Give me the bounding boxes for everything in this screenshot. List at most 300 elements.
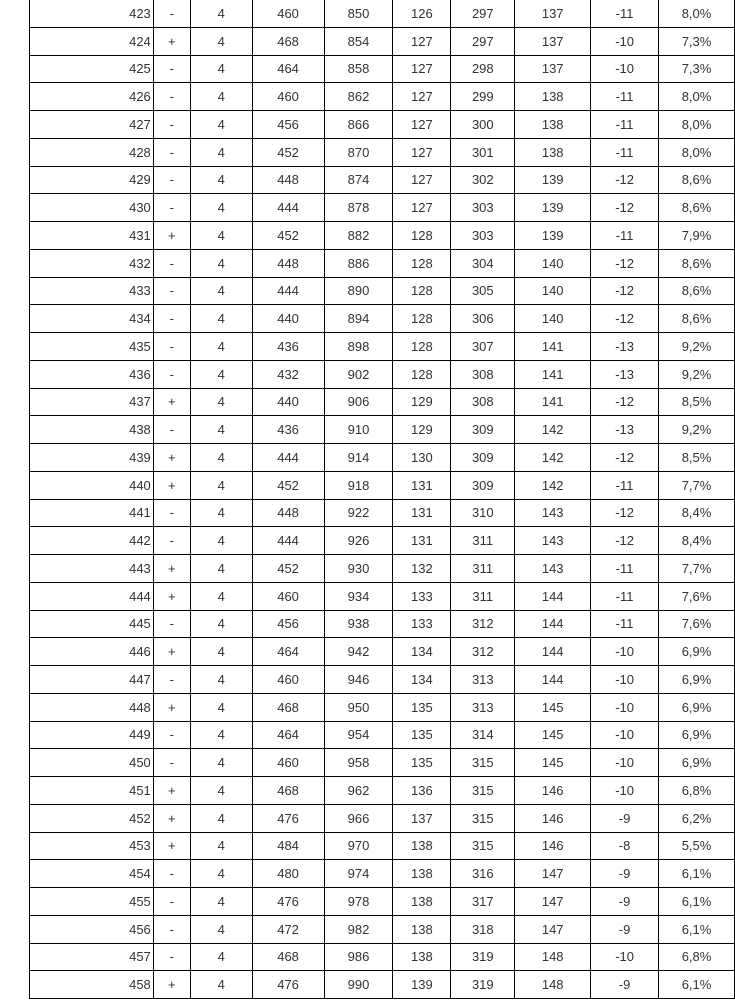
col5-cell: 930 [324, 555, 393, 583]
table-row [30, 222, 735, 250]
col7-cell: 299 [451, 83, 515, 111]
col6-cell: 131 [393, 471, 451, 499]
percent-cell: 6,9% [659, 638, 735, 666]
sign-cell: + [153, 832, 190, 860]
row-number-cell: 453 [30, 832, 154, 860]
sign-cell: + [153, 222, 190, 250]
row-number-cell: 449 [30, 721, 154, 749]
col3-cell: 4 [190, 749, 252, 777]
col7-cell: 297 [451, 27, 515, 55]
row-number-cell: 433 [30, 277, 154, 305]
sign-cell: - [153, 860, 190, 888]
row-number-cell: 455 [30, 888, 154, 916]
col7-cell: 304 [451, 249, 515, 277]
row-number-cell: 451 [30, 777, 154, 805]
col8-cell: 142 [515, 444, 591, 472]
col3-cell: 4 [190, 832, 252, 860]
table-row [30, 804, 735, 832]
col8-cell: 147 [515, 860, 591, 888]
col7-cell: 319 [451, 971, 515, 999]
row-number-cell: 458 [30, 971, 154, 999]
percent-cell: 6,9% [659, 693, 735, 721]
row-number-cell: 447 [30, 666, 154, 694]
col4-cell: 468 [252, 943, 324, 971]
col4-cell: 464 [252, 55, 324, 83]
table-row [30, 55, 735, 83]
percent-cell: 8,6% [659, 305, 735, 333]
table-body [30, 0, 735, 999]
percent-cell: 8,0% [659, 138, 735, 166]
col4-cell: 480 [252, 860, 324, 888]
col3-cell: 4 [190, 888, 252, 916]
col4-cell: 476 [252, 971, 324, 999]
col6-cell: 128 [393, 360, 451, 388]
table-row [30, 555, 735, 583]
col8-cell: 148 [515, 943, 591, 971]
sign-cell: + [153, 388, 190, 416]
col7-cell: 317 [451, 888, 515, 916]
col6-cell: 135 [393, 749, 451, 777]
col6-cell: 127 [393, 55, 451, 83]
col5-cell: 958 [324, 749, 393, 777]
percent-cell: 6,1% [659, 860, 735, 888]
col8-cell: 145 [515, 749, 591, 777]
col3-cell: 4 [190, 555, 252, 583]
col7-cell: 297 [451, 0, 515, 27]
col4-cell: 484 [252, 832, 324, 860]
col6-cell: 136 [393, 777, 451, 805]
col8-cell: 139 [515, 166, 591, 194]
col4-cell: 456 [252, 111, 324, 139]
col5-cell: 950 [324, 693, 393, 721]
col4-cell: 448 [252, 166, 324, 194]
col8-cell: 141 [515, 333, 591, 361]
percent-cell: 9,2% [659, 333, 735, 361]
sign-cell: + [153, 693, 190, 721]
col3-cell: 4 [190, 804, 252, 832]
col6-cell: 127 [393, 194, 451, 222]
col4-cell: 452 [252, 138, 324, 166]
percent-cell: 8,0% [659, 0, 735, 27]
col7-cell: 308 [451, 388, 515, 416]
table-row [30, 111, 735, 139]
col5-cell: 878 [324, 194, 393, 222]
col7-cell: 313 [451, 666, 515, 694]
sign-cell: + [153, 471, 190, 499]
col9-cell: -11 [591, 555, 659, 583]
percent-cell: 6,2% [659, 804, 735, 832]
percent-cell: 9,2% [659, 360, 735, 388]
col8-cell: 147 [515, 915, 591, 943]
col3-cell: 4 [190, 166, 252, 194]
col3-cell: 4 [190, 971, 252, 999]
percent-cell: 7,6% [659, 582, 735, 610]
sign-cell: - [153, 83, 190, 111]
col6-cell: 127 [393, 138, 451, 166]
col3-cell: 4 [190, 138, 252, 166]
col3-cell: 4 [190, 277, 252, 305]
sign-cell: - [153, 915, 190, 943]
col3-cell: 4 [190, 915, 252, 943]
col6-cell: 139 [393, 971, 451, 999]
col7-cell: 312 [451, 610, 515, 638]
sign-cell: + [153, 27, 190, 55]
percent-cell: 6,9% [659, 749, 735, 777]
col8-cell: 139 [515, 194, 591, 222]
col5-cell: 966 [324, 804, 393, 832]
col8-cell: 146 [515, 804, 591, 832]
col6-cell: 138 [393, 888, 451, 916]
table-row [30, 610, 735, 638]
sign-cell: - [153, 249, 190, 277]
col3-cell: 4 [190, 249, 252, 277]
col7-cell: 307 [451, 333, 515, 361]
percent-cell: 7,9% [659, 222, 735, 250]
col6-cell: 131 [393, 499, 451, 527]
col7-cell: 319 [451, 943, 515, 971]
col5-cell: 894 [324, 305, 393, 333]
row-number-cell: 426 [30, 83, 154, 111]
col4-cell: 464 [252, 721, 324, 749]
sign-cell: - [153, 277, 190, 305]
col5-cell: 978 [324, 888, 393, 916]
col3-cell: 4 [190, 638, 252, 666]
col6-cell: 126 [393, 0, 451, 27]
col3-cell: 4 [190, 693, 252, 721]
col9-cell: -10 [591, 638, 659, 666]
col5-cell: 906 [324, 388, 393, 416]
col6-cell: 138 [393, 915, 451, 943]
col8-cell: 145 [515, 693, 591, 721]
row-number-cell: 435 [30, 333, 154, 361]
col6-cell: 137 [393, 804, 451, 832]
col9-cell: -11 [591, 610, 659, 638]
col3-cell: 4 [190, 416, 252, 444]
col6-cell: 128 [393, 222, 451, 250]
col9-cell: -10 [591, 721, 659, 749]
col9-cell: -12 [591, 249, 659, 277]
col7-cell: 311 [451, 582, 515, 610]
col5-cell: 962 [324, 777, 393, 805]
col4-cell: 440 [252, 388, 324, 416]
col6-cell: 138 [393, 832, 451, 860]
col8-cell: 138 [515, 138, 591, 166]
table-row [30, 444, 735, 472]
data-table [29, 0, 735, 999]
sign-cell: - [153, 943, 190, 971]
sign-cell: + [153, 777, 190, 805]
col9-cell: -11 [591, 222, 659, 250]
sign-cell: - [153, 166, 190, 194]
table-row [30, 860, 735, 888]
col4-cell: 440 [252, 305, 324, 333]
col4-cell: 456 [252, 610, 324, 638]
percent-cell: 8,6% [659, 277, 735, 305]
col7-cell: 316 [451, 860, 515, 888]
col7-cell: 315 [451, 777, 515, 805]
table-row [30, 915, 735, 943]
row-number-cell: 423 [30, 0, 154, 27]
col5-cell: 934 [324, 582, 393, 610]
row-number-cell: 431 [30, 222, 154, 250]
col5-cell: 922 [324, 499, 393, 527]
col7-cell: 311 [451, 555, 515, 583]
col9-cell: -13 [591, 360, 659, 388]
col5-cell: 874 [324, 166, 393, 194]
col5-cell: 910 [324, 416, 393, 444]
table-row [30, 888, 735, 916]
sign-cell: - [153, 360, 190, 388]
col6-cell: 134 [393, 666, 451, 694]
sign-cell: - [153, 416, 190, 444]
table-row [30, 527, 735, 555]
col8-cell: 148 [515, 971, 591, 999]
col5-cell: 986 [324, 943, 393, 971]
col3-cell: 4 [190, 444, 252, 472]
col5-cell: 870 [324, 138, 393, 166]
col4-cell: 452 [252, 555, 324, 583]
col6-cell: 131 [393, 527, 451, 555]
col8-cell: 137 [515, 0, 591, 27]
col9-cell: -10 [591, 666, 659, 694]
row-number-cell: 438 [30, 416, 154, 444]
col9-cell: -11 [591, 582, 659, 610]
col5-cell: 914 [324, 444, 393, 472]
col8-cell: 141 [515, 360, 591, 388]
col7-cell: 315 [451, 804, 515, 832]
col4-cell: 432 [252, 360, 324, 388]
percent-cell: 7,6% [659, 610, 735, 638]
col5-cell: 926 [324, 527, 393, 555]
col6-cell: 132 [393, 555, 451, 583]
col5-cell: 942 [324, 638, 393, 666]
col3-cell: 4 [190, 610, 252, 638]
col7-cell: 308 [451, 360, 515, 388]
percent-cell: 9,2% [659, 416, 735, 444]
col4-cell: 460 [252, 666, 324, 694]
col7-cell: 306 [451, 305, 515, 333]
table-row [30, 499, 735, 527]
sign-cell: - [153, 333, 190, 361]
col3-cell: 4 [190, 471, 252, 499]
sign-cell: - [153, 194, 190, 222]
sign-cell: - [153, 749, 190, 777]
col7-cell: 314 [451, 721, 515, 749]
col7-cell: 309 [451, 471, 515, 499]
row-number-cell: 452 [30, 804, 154, 832]
col5-cell: 858 [324, 55, 393, 83]
row-number-cell: 443 [30, 555, 154, 583]
col3-cell: 4 [190, 27, 252, 55]
col8-cell: 137 [515, 55, 591, 83]
col8-cell: 137 [515, 27, 591, 55]
col3-cell: 4 [190, 360, 252, 388]
col9-cell: -13 [591, 333, 659, 361]
col5-cell: 990 [324, 971, 393, 999]
col4-cell: 460 [252, 83, 324, 111]
row-number-cell: 457 [30, 943, 154, 971]
col6-cell: 127 [393, 111, 451, 139]
col4-cell: 460 [252, 749, 324, 777]
col3-cell: 4 [190, 83, 252, 111]
col8-cell: 140 [515, 249, 591, 277]
sign-cell: - [153, 55, 190, 83]
col6-cell: 129 [393, 388, 451, 416]
row-number-cell: 456 [30, 915, 154, 943]
col9-cell: -8 [591, 832, 659, 860]
col9-cell: -12 [591, 305, 659, 333]
sign-cell: + [153, 555, 190, 583]
col4-cell: 436 [252, 333, 324, 361]
col5-cell: 890 [324, 277, 393, 305]
col3-cell: 4 [190, 582, 252, 610]
col9-cell: -9 [591, 915, 659, 943]
row-number-cell: 429 [30, 166, 154, 194]
sign-cell: - [153, 499, 190, 527]
col5-cell: 982 [324, 915, 393, 943]
col9-cell: -12 [591, 444, 659, 472]
col4-cell: 468 [252, 693, 324, 721]
col9-cell: -12 [591, 499, 659, 527]
col4-cell: 452 [252, 222, 324, 250]
table-row [30, 360, 735, 388]
col7-cell: 303 [451, 222, 515, 250]
sign-cell: + [153, 804, 190, 832]
col8-cell: 144 [515, 666, 591, 694]
col9-cell: -12 [591, 194, 659, 222]
col3-cell: 4 [190, 305, 252, 333]
table-row [30, 194, 735, 222]
col8-cell: 143 [515, 555, 591, 583]
table-row [30, 388, 735, 416]
col8-cell: 143 [515, 527, 591, 555]
col6-cell: 128 [393, 249, 451, 277]
row-number-cell: 448 [30, 693, 154, 721]
col9-cell: -10 [591, 943, 659, 971]
col7-cell: 298 [451, 55, 515, 83]
percent-cell: 7,7% [659, 555, 735, 583]
table-row [30, 777, 735, 805]
col5-cell: 970 [324, 832, 393, 860]
table-row [30, 582, 735, 610]
col3-cell: 4 [190, 333, 252, 361]
col6-cell: 133 [393, 610, 451, 638]
col8-cell: 144 [515, 638, 591, 666]
col4-cell: 452 [252, 471, 324, 499]
sign-cell: - [153, 111, 190, 139]
sign-cell: - [153, 721, 190, 749]
col3-cell: 4 [190, 499, 252, 527]
col8-cell: 140 [515, 277, 591, 305]
col3-cell: 4 [190, 55, 252, 83]
percent-cell: 6,8% [659, 777, 735, 805]
percent-cell: 8,0% [659, 111, 735, 139]
row-number-cell: 425 [30, 55, 154, 83]
col3-cell: 4 [190, 777, 252, 805]
percent-cell: 6,1% [659, 915, 735, 943]
col9-cell: -13 [591, 416, 659, 444]
row-number-cell: 434 [30, 305, 154, 333]
col3-cell: 4 [190, 222, 252, 250]
sign-cell: + [153, 444, 190, 472]
col3-cell: 4 [190, 721, 252, 749]
sign-cell: - [153, 305, 190, 333]
col7-cell: 312 [451, 638, 515, 666]
table-row [30, 471, 735, 499]
col9-cell: -10 [591, 693, 659, 721]
col7-cell: 315 [451, 749, 515, 777]
col5-cell: 902 [324, 360, 393, 388]
row-number-cell: 439 [30, 444, 154, 472]
col7-cell: 311 [451, 527, 515, 555]
col9-cell: -11 [591, 83, 659, 111]
col6-cell: 130 [393, 444, 451, 472]
col9-cell: -12 [591, 277, 659, 305]
col6-cell: 127 [393, 83, 451, 111]
row-number-cell: 440 [30, 471, 154, 499]
row-number-cell: 427 [30, 111, 154, 139]
percent-cell: 7,3% [659, 55, 735, 83]
percent-cell: 8,5% [659, 444, 735, 472]
col8-cell: 139 [515, 222, 591, 250]
table-row [30, 638, 735, 666]
row-number-cell: 445 [30, 610, 154, 638]
col5-cell: 882 [324, 222, 393, 250]
col8-cell: 141 [515, 388, 591, 416]
col4-cell: 444 [252, 194, 324, 222]
col5-cell: 946 [324, 666, 393, 694]
table-row [30, 971, 735, 999]
percent-cell: 8,5% [659, 388, 735, 416]
col5-cell: 850 [324, 0, 393, 27]
table-row [30, 749, 735, 777]
col3-cell: 4 [190, 194, 252, 222]
col9-cell: -11 [591, 138, 659, 166]
percent-cell: 8,4% [659, 527, 735, 555]
col6-cell: 127 [393, 27, 451, 55]
percent-cell: 6,1% [659, 888, 735, 916]
table-row [30, 832, 735, 860]
col9-cell: -11 [591, 111, 659, 139]
col8-cell: 144 [515, 582, 591, 610]
row-number-cell: 428 [30, 138, 154, 166]
col7-cell: 300 [451, 111, 515, 139]
table-row [30, 943, 735, 971]
col5-cell: 974 [324, 860, 393, 888]
sign-cell: - [153, 0, 190, 27]
col6-cell: 133 [393, 582, 451, 610]
col9-cell: -10 [591, 777, 659, 805]
col7-cell: 309 [451, 416, 515, 444]
table-row [30, 721, 735, 749]
col4-cell: 448 [252, 499, 324, 527]
col8-cell: 142 [515, 416, 591, 444]
col8-cell: 138 [515, 111, 591, 139]
sign-cell: + [153, 582, 190, 610]
table-row [30, 166, 735, 194]
table-row [30, 305, 735, 333]
percent-cell: 5,5% [659, 832, 735, 860]
col8-cell: 146 [515, 832, 591, 860]
col9-cell: -10 [591, 749, 659, 777]
percent-cell: 6,8% [659, 943, 735, 971]
percent-cell: 8,6% [659, 249, 735, 277]
col4-cell: 476 [252, 888, 324, 916]
col4-cell: 468 [252, 777, 324, 805]
col9-cell: -11 [591, 471, 659, 499]
col4-cell: 436 [252, 416, 324, 444]
col3-cell: 4 [190, 527, 252, 555]
